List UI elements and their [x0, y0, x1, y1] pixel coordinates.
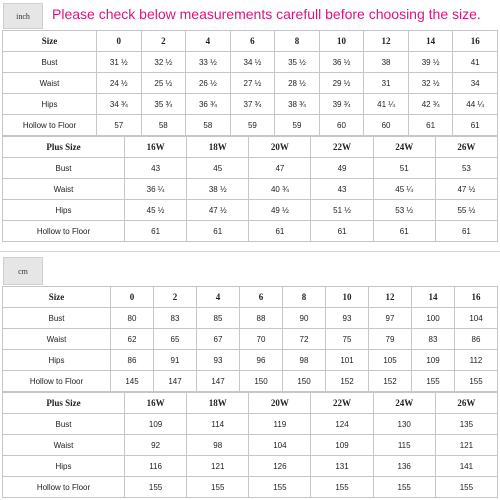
table-cell: 42 ¾ — [408, 94, 453, 115]
table-cell: 51 ½ — [311, 200, 373, 221]
unit-tag-inch: inch — [3, 3, 43, 29]
table-cell: 60 — [364, 115, 409, 136]
table-cell: 79 — [369, 329, 412, 350]
table-cell: 100 — [412, 308, 455, 329]
table-cell: 49 ½ — [249, 200, 311, 221]
table-cell: 57 — [97, 115, 142, 136]
size-col-header: 2 — [141, 31, 186, 52]
table-cell: 35 ¾ — [141, 94, 186, 115]
table-cell: 121 — [187, 456, 249, 477]
row-label: Hips — [3, 350, 111, 371]
table-cell: 34 — [453, 73, 498, 94]
table-cell: 58 — [186, 115, 231, 136]
table-cell: 38 ¾ — [275, 94, 320, 115]
table-row — [3, 308, 498, 329]
table-row — [3, 94, 498, 115]
row-label: Waist — [3, 329, 111, 350]
table-cell: 86 — [111, 350, 154, 371]
table-cell: 51 — [373, 158, 435, 179]
table-cell: 75 — [326, 329, 369, 350]
size-col-header: 18W — [187, 137, 249, 158]
table-cell: 155 — [125, 477, 187, 498]
table-cell: 41 ¼ — [364, 94, 409, 115]
size-col-header: 20W — [249, 137, 311, 158]
table-cell: 38 ½ — [187, 179, 249, 200]
table-cell: 98 — [187, 435, 249, 456]
table-cell: 61 — [435, 221, 497, 242]
table-cell: 96 — [240, 350, 283, 371]
size-col-header: 20W — [249, 393, 311, 414]
table-cell: 59 — [230, 115, 275, 136]
table-cell: 38 — [364, 52, 409, 73]
table-header-row — [3, 393, 498, 414]
table-cell: 88 — [240, 308, 283, 329]
table-cell: 32 ½ — [408, 73, 453, 94]
table-cell: 131 — [311, 456, 373, 477]
table-cell: 61 — [125, 221, 187, 242]
table-row — [3, 179, 498, 200]
table-cell: 28 ½ — [275, 73, 320, 94]
table-cell: 114 — [187, 414, 249, 435]
size-col-header: 26W — [435, 137, 497, 158]
table-row — [3, 115, 498, 136]
size-col-header: 18W — [187, 393, 249, 414]
table-cell: 101 — [326, 350, 369, 371]
table-row — [3, 435, 498, 456]
size-col-header: 22W — [311, 393, 373, 414]
table-cell: 39 ½ — [408, 52, 453, 73]
table-cell: 45 ½ — [125, 200, 187, 221]
size-guide-heading: Please check below measurements carefull before choosing the size. — [52, 6, 481, 22]
size-table-inch-plus — [2, 136, 498, 242]
table-cell: 150 — [240, 371, 283, 392]
table-cell: 152 — [369, 371, 412, 392]
table-cell: 26 ½ — [186, 73, 231, 94]
row-label: Hollow to Floor — [3, 371, 111, 392]
size-col-header: 12 — [364, 31, 409, 52]
table-cell: 97 — [369, 308, 412, 329]
table-cell: 155 — [455, 371, 498, 392]
table-cell: 29 ½ — [319, 73, 364, 94]
table-cell: 36 ¼ — [125, 179, 187, 200]
table-cell: 45 ¼ — [373, 179, 435, 200]
table-cell: 55 ½ — [435, 200, 497, 221]
table-cell: 40 ¾ — [249, 179, 311, 200]
table-header-row — [3, 31, 498, 52]
row-label: Hollow to Floor — [3, 221, 125, 242]
size-col-header: 8 — [275, 31, 320, 52]
table-cell: 109 — [125, 414, 187, 435]
table-cell: 112 — [455, 350, 498, 371]
table-cell: 67 — [197, 329, 240, 350]
table-cell: 72 — [283, 329, 326, 350]
table-cell: 90 — [283, 308, 326, 329]
size-col-header: 0 — [97, 31, 142, 52]
table-cell: 109 — [412, 350, 455, 371]
table-cell: 65 — [154, 329, 197, 350]
table-header-row — [3, 287, 498, 308]
row-label: Waist — [3, 73, 97, 94]
table-cell: 34 ½ — [230, 52, 275, 73]
table-cell: 93 — [326, 308, 369, 329]
size-col-header: 12 — [369, 287, 412, 308]
table-row — [3, 477, 498, 498]
table-cell: 59 — [275, 115, 320, 136]
row-label: Bust — [3, 414, 125, 435]
table-cell: 145 — [111, 371, 154, 392]
table-cell: 147 — [197, 371, 240, 392]
table-cell: 34 ¾ — [97, 94, 142, 115]
table-cell: 47 ½ — [435, 179, 497, 200]
table-cell: 105 — [369, 350, 412, 371]
table-cell: 155 — [249, 477, 311, 498]
row-label: Hips — [3, 200, 125, 221]
size-col-header: 8 — [283, 287, 326, 308]
table-cell: 53 ½ — [373, 200, 435, 221]
table-cell: 152 — [326, 371, 369, 392]
size-col-header: 24W — [373, 393, 435, 414]
size-col-header: 26W — [435, 393, 497, 414]
table-cell: 93 — [197, 350, 240, 371]
table-cell: 70 — [240, 329, 283, 350]
table-row — [3, 350, 498, 371]
row-label: Hips — [3, 456, 125, 477]
size-col-header: 6 — [230, 31, 275, 52]
table-cell: 61 — [408, 115, 453, 136]
table-cell: 155 — [435, 477, 497, 498]
size-col-header: 6 — [240, 287, 283, 308]
table-cell: 155 — [412, 371, 455, 392]
size-header-label: Size — [3, 31, 97, 52]
table-cell: 83 — [154, 308, 197, 329]
table-cell: 32 ½ — [141, 52, 186, 73]
table-cell: 24 ½ — [97, 73, 142, 94]
row-label: Bust — [3, 308, 111, 329]
table-row — [3, 73, 498, 94]
table-cell: 147 — [154, 371, 197, 392]
table-cell: 36 ½ — [319, 52, 364, 73]
section-divider — [0, 251, 500, 252]
table-cell: 43 — [125, 158, 187, 179]
table-cell: 44 ¼ — [453, 94, 498, 115]
size-col-header: 16W — [125, 137, 187, 158]
table-cell: 104 — [249, 435, 311, 456]
table-cell: 92 — [125, 435, 187, 456]
table-cell: 109 — [311, 435, 373, 456]
table-cell: 136 — [373, 456, 435, 477]
table-row — [3, 200, 498, 221]
table-cell: 58 — [141, 115, 186, 136]
table-cell: 43 — [311, 179, 373, 200]
table-cell: 31 ½ — [97, 52, 142, 73]
size-col-header: 4 — [197, 287, 240, 308]
table-cell: 85 — [197, 308, 240, 329]
size-col-header: 24W — [373, 137, 435, 158]
size-col-header: 10 — [326, 287, 369, 308]
table-cell: 83 — [412, 329, 455, 350]
table-cell: 130 — [373, 414, 435, 435]
size-col-header: 14 — [412, 287, 455, 308]
table-cell: 62 — [111, 329, 154, 350]
row-label: Hips — [3, 94, 97, 115]
table-row — [3, 371, 498, 392]
table-cell: 41 — [453, 52, 498, 73]
table-cell: 104 — [455, 308, 498, 329]
table-cell: 47 — [249, 158, 311, 179]
table-cell: 91 — [154, 350, 197, 371]
table-cell: 39 ¾ — [319, 94, 364, 115]
table-cell: 135 — [435, 414, 497, 435]
table-cell: 80 — [111, 308, 154, 329]
row-label: Bust — [3, 158, 125, 179]
table-row — [3, 329, 498, 350]
table-cell: 36 ¾ — [186, 94, 231, 115]
table-cell: 61 — [311, 221, 373, 242]
table-cell: 61 — [187, 221, 249, 242]
table-cell: 37 ¾ — [230, 94, 275, 115]
table-cell: 61 — [249, 221, 311, 242]
table-cell: 150 — [283, 371, 326, 392]
table-cell: 47 ½ — [187, 200, 249, 221]
table-cell: 33 ½ — [186, 52, 231, 73]
size-table-inch-standard — [2, 30, 498, 136]
table-row — [3, 52, 498, 73]
size-col-header: 2 — [154, 287, 197, 308]
table-cell: 115 — [373, 435, 435, 456]
unit-tag-cm: cm — [3, 257, 43, 285]
table-cell: 141 — [435, 456, 497, 477]
size-table-cm-plus — [2, 392, 498, 498]
table-cell: 126 — [249, 456, 311, 477]
size-col-header: 10 — [319, 31, 364, 52]
row-label: Bust — [3, 52, 97, 73]
table-cell: 119 — [249, 414, 311, 435]
table-cell: 49 — [311, 158, 373, 179]
table-row — [3, 221, 498, 242]
table-cell: 121 — [435, 435, 497, 456]
table-cell: 53 — [435, 158, 497, 179]
size-col-header: 22W — [311, 137, 373, 158]
row-label: Hollow to Floor — [3, 115, 97, 136]
plus-size-header-label: Plus Size — [3, 137, 125, 158]
table-row — [3, 414, 498, 435]
table-cell: 25 ½ — [141, 73, 186, 94]
size-col-header: 16W — [125, 393, 187, 414]
row-label: Waist — [3, 179, 125, 200]
table-cell: 35 ½ — [275, 52, 320, 73]
table-row — [3, 158, 498, 179]
size-col-header: 16 — [453, 31, 498, 52]
size-col-header: 0 — [111, 287, 154, 308]
table-row — [3, 456, 498, 477]
table-cell: 116 — [125, 456, 187, 477]
table-header-row — [3, 137, 498, 158]
table-cell: 61 — [453, 115, 498, 136]
size-col-header: 14 — [408, 31, 453, 52]
table-cell: 155 — [373, 477, 435, 498]
table-cell: 155 — [187, 477, 249, 498]
table-cell: 27 ½ — [230, 73, 275, 94]
table-cell: 60 — [319, 115, 364, 136]
size-header-label: Size — [3, 287, 111, 308]
table-cell: 86 — [455, 329, 498, 350]
table-cell: 61 — [373, 221, 435, 242]
size-col-header: 16 — [455, 287, 498, 308]
table-cell: 98 — [283, 350, 326, 371]
table-cell: 31 — [364, 73, 409, 94]
table-cell: 45 — [187, 158, 249, 179]
size-table-cm-standard — [2, 286, 498, 392]
table-cell: 124 — [311, 414, 373, 435]
size-col-header: 4 — [186, 31, 231, 52]
table-cell: 155 — [311, 477, 373, 498]
plus-size-header-label: Plus Size — [3, 393, 125, 414]
row-label: Hollow to Floor — [3, 477, 125, 498]
row-label: Waist — [3, 435, 125, 456]
